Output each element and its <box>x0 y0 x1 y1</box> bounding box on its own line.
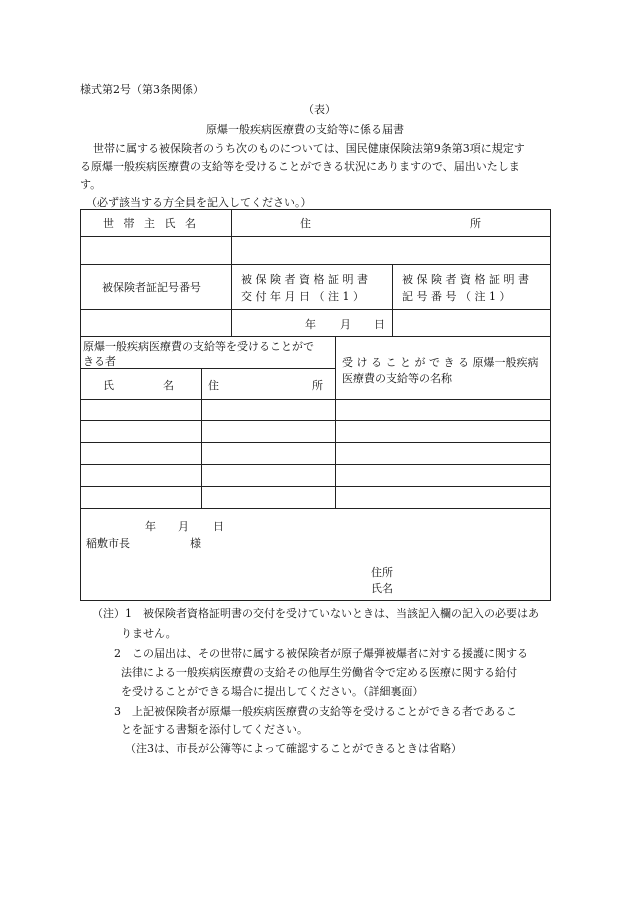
note-1-line-2: りません。 <box>121 627 177 640</box>
note-2-line-2: 法律による一般疾病医療費の支給その他厚生労働省令で定める医療に関する給付 <box>121 666 517 679</box>
address-label-right: 所 <box>470 217 481 230</box>
honorific-label: 様 <box>190 537 201 550</box>
insurance-card-number-field[interactable] <box>81 310 230 335</box>
householder-address-field[interactable] <box>232 237 549 263</box>
cert-number-label-2: 記 号 番 号 （ 注 1 ） <box>402 290 511 303</box>
applicant-address-label: 住所 <box>371 566 393 579</box>
insurance-card-number-label: 被保険者証記号番号 <box>102 281 201 294</box>
sign-month-label: 月 <box>178 520 189 533</box>
householder-name-label: 世 帯 主 氏 名 <box>103 217 199 230</box>
eligible-persons-label-1: 原爆一般疾病医療費の支給等を受けることがで <box>83 340 314 353</box>
page-title: 原爆一般疾病医療費の支給等に係る届書 <box>206 123 404 136</box>
eligible-persons-label-2: きる者 <box>83 355 116 368</box>
column-address-label-1: 住 <box>208 379 219 392</box>
date-year-label: 年 <box>305 318 316 331</box>
cert-issue-date-label-1: 被 保 険 者 資 格 証 明 書 <box>241 273 368 286</box>
instruction: （必ず該当する方全員を記入してください。） <box>86 196 312 209</box>
intro-line-3: す。 <box>80 178 102 191</box>
benefit-name-label-2: 医療費の支給等の名称 <box>342 372 452 385</box>
note-3-line-1: 3 上記被保険者が原爆一般疾病医療費の支給等を受けることができる者であるこ <box>114 705 517 718</box>
address-label-left: 住 <box>300 217 311 230</box>
intro-line-1: 世帯に属する被保険者のうち次のものについては、国民健康保険法第9条第3項に規定す <box>93 142 525 155</box>
cert-number-label-1: 被 保 険 者 資 格 証 明 書 <box>402 273 529 286</box>
sign-year-label: 年 <box>145 520 156 533</box>
mayor-label: 稲敷市長 <box>86 537 130 550</box>
householder-name-field[interactable] <box>81 237 230 263</box>
date-day-label: 日 <box>374 318 385 331</box>
column-address-label-2: 所 <box>312 379 323 392</box>
column-name-label-1: 氏 <box>103 379 114 392</box>
note-3-line-2: とを証する書類を添付してください。 <box>121 723 308 736</box>
note-2-line-1: 2 この届出は、その世帯に属する被保険者が原子爆弾被爆者に対する援護に関する <box>114 647 528 660</box>
applicant-name-label: 氏名 <box>371 582 393 595</box>
note-2-line-3: を受けることができる場合に提出してください。（詳細裏面） <box>121 685 424 698</box>
column-name-label-2: 名 <box>163 379 174 392</box>
form-side-label: （表） <box>303 103 336 116</box>
note-3-line-3: （注3は、市長が公簿等によって確認することができるときは省略） <box>125 742 462 755</box>
benefit-name-label-1: 受 け る こ と が で き る 原爆一般疾病 <box>342 356 539 369</box>
note-1-line-1: （注）1 被保険者資格証明書の交付を受けていないときは、当該記入欄の記入の必要はあ <box>92 607 539 620</box>
sign-day-label: 日 <box>213 520 224 533</box>
cert-number-field[interactable] <box>393 310 549 335</box>
date-month-label: 月 <box>340 318 351 331</box>
form-number: 様式第2号（第3条関係） <box>80 83 204 96</box>
intro-line-2: る原爆一般疾病医療費の支給等を受けることができる状況にありますので、届出いたしま <box>80 160 520 173</box>
cert-issue-date-label-2: 交 付 年 月 日 （ 注 1 ） <box>241 290 364 303</box>
